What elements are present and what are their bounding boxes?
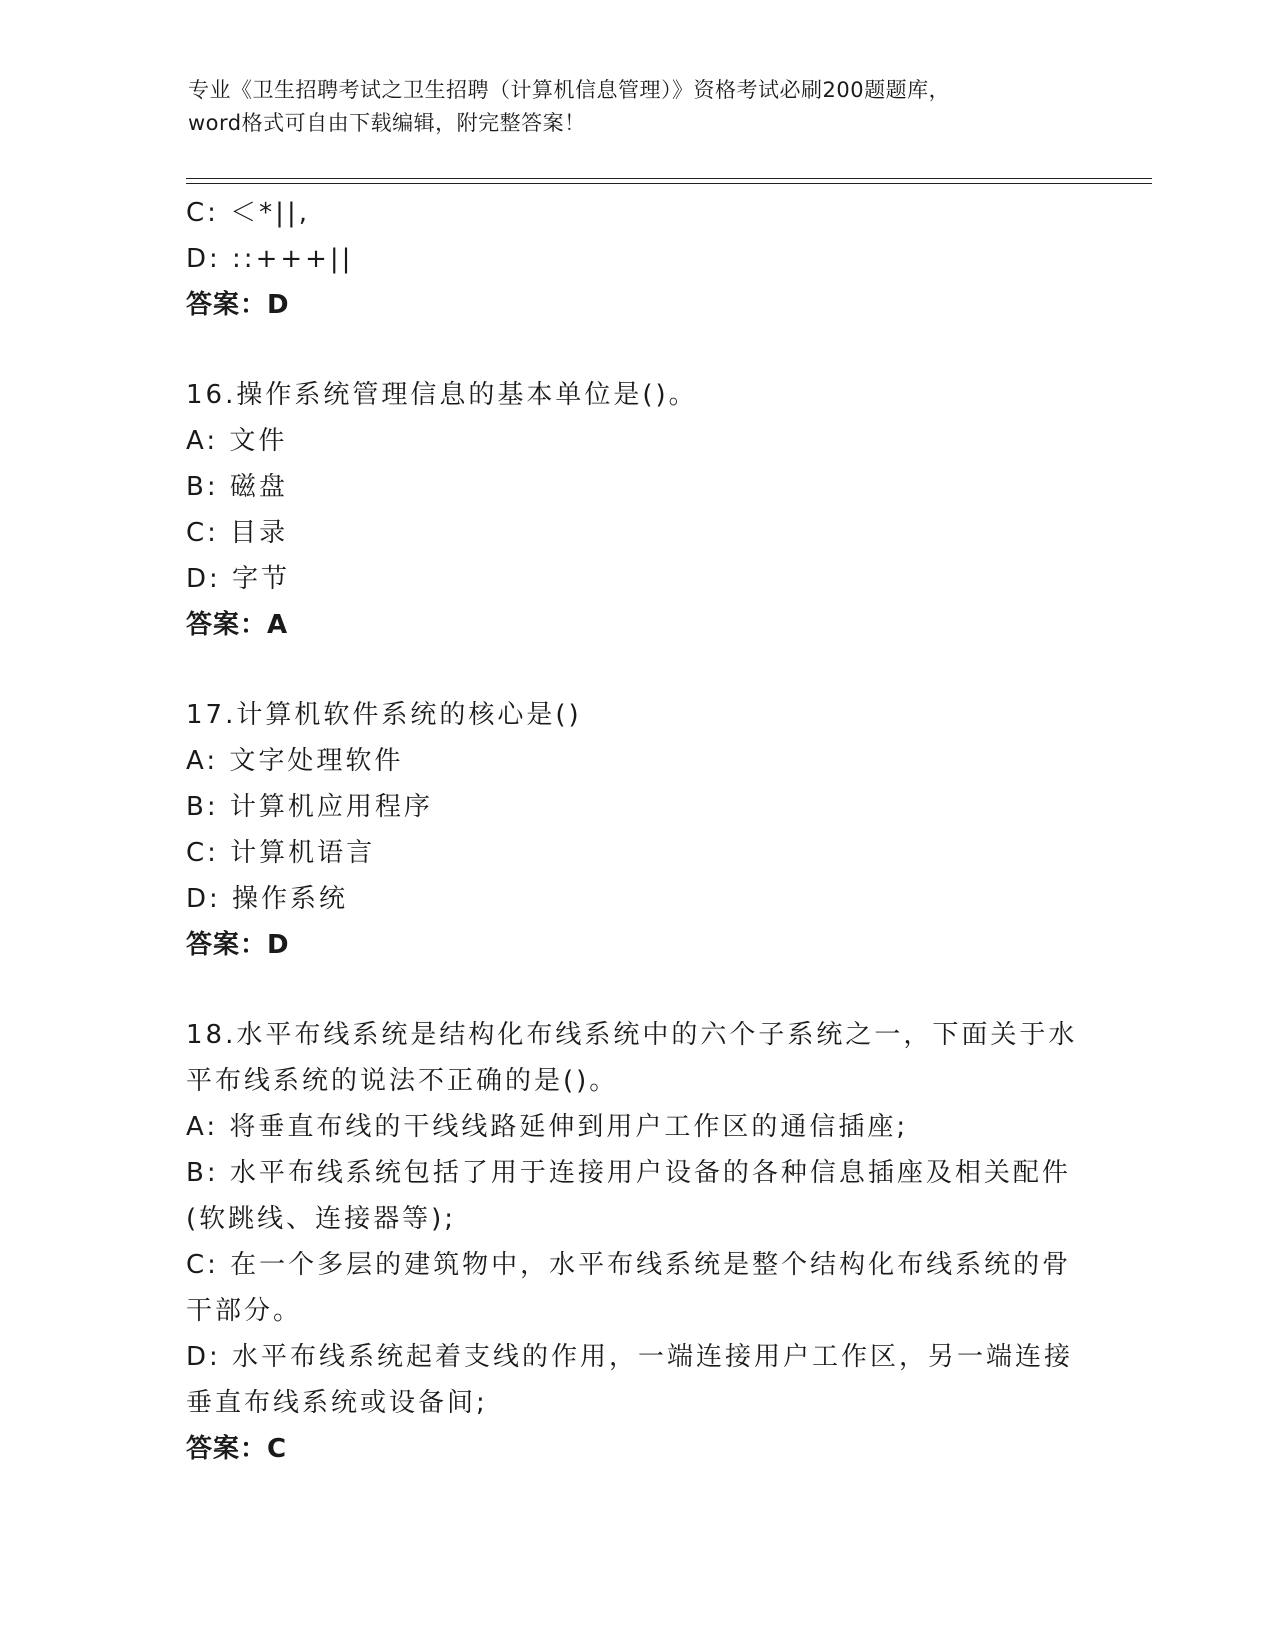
option-c-line-2: 干部分。 (186, 1296, 303, 1326)
option-d: D: ::+++|| (186, 244, 354, 274)
question-18 (186, 1012, 1086, 1472)
option-d: D: 操作系统 (186, 884, 349, 914)
question-17 (186, 692, 1086, 968)
header-divider-bottom (186, 183, 1152, 184)
option-b-line-1: B: 水平布线系统包括了用于连接用户设备的各种信息插座及相关配件 (186, 1158, 1071, 1188)
option-a: A: 文件 (186, 426, 288, 456)
option-c: C: ＜*||, (186, 198, 310, 228)
answer-label: 答案：D (186, 290, 290, 320)
answer-label: 答案：D (186, 930, 290, 960)
option-b-line-2: (软跳线、连接器等); (186, 1204, 457, 1234)
option-d-line-2: 垂直布线系统或设备间; (186, 1388, 488, 1418)
option-a: A: 将垂直布线的干线线路延伸到用户工作区的通信插座; (186, 1112, 909, 1142)
previous-question-tail (186, 190, 1086, 328)
document-header (188, 74, 1088, 140)
header-title-line-2: word格式可自由下载编辑，附完整答案！ (188, 111, 586, 135)
question-stem-line-1: 18.水平布线系统是结构化布线系统中的六个子系统之一，下面关于水 (186, 1020, 1078, 1050)
question-stem: 16.操作系统管理信息的基本单位是()。 (186, 380, 698, 410)
header-divider-top (186, 178, 1152, 179)
option-d: D: 字节 (186, 564, 291, 594)
question-stem: 17.计算机软件系统的核心是() (186, 700, 582, 730)
question-list (186, 190, 1086, 1472)
answer-label: 答案：C (186, 1434, 288, 1464)
option-d-line-1: D: 水平布线系统起着支线的作用，一端连接用户工作区，另一端连接 (186, 1342, 1074, 1372)
option-b: B: 磁盘 (186, 472, 288, 502)
option-c-line-1: C: 在一个多层的建筑物中，水平布线系统是整个结构化布线系统的骨 (186, 1250, 1072, 1280)
question-16 (186, 372, 1086, 648)
option-a: A: 文字处理软件 (186, 746, 404, 776)
answer-label: 答案：A (186, 610, 289, 640)
option-c: C: 目录 (186, 518, 289, 548)
option-c: C: 计算机语言 (186, 838, 376, 868)
option-b: B: 计算机应用程序 (186, 792, 433, 822)
question-stem-line-2: 平布线系统的说法不正确的是()。 (186, 1066, 619, 1096)
header-title-line-1: 专业《卫生招聘考试之卫生招聘（计算机信息管理）》资格考试必刷200题题库， (188, 78, 951, 102)
